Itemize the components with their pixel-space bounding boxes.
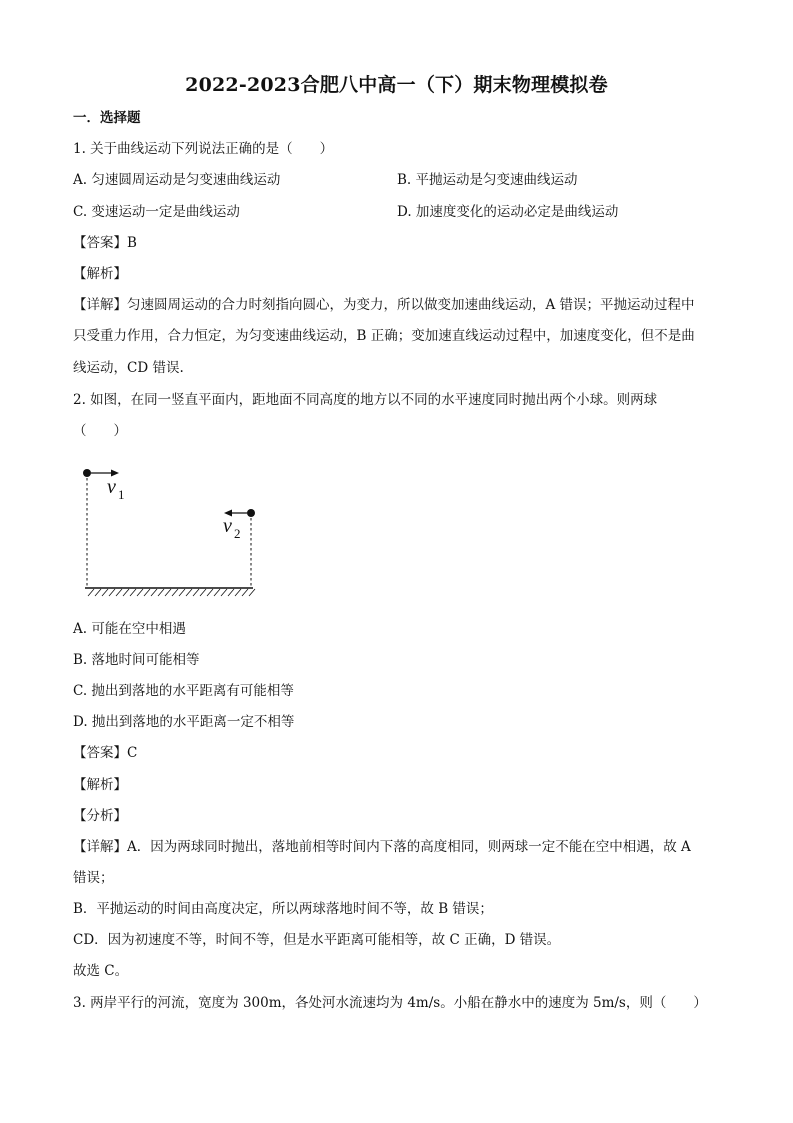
q2-stem-line-1: 2. 如图，在同一竖直平面内，距地面不同高度的地方以不同的水平速度同时抛出两个小球。则两球 (73, 392, 658, 408)
q1-answer: 【答案】B (73, 235, 137, 251)
q2-detail-line-1: 【详解】A．因为两球同时抛出，落地前相等时间内下落的高度相同，则两球一定不能在空中相遇，故 A (73, 839, 691, 855)
q2-detail-line-2: 错误； (73, 870, 114, 886)
q1-option-b: B. 平抛运动是匀变速曲线运动 (397, 172, 578, 188)
q1-stem: 1. 关于曲线运动下列说法正确的是（ ） (73, 141, 334, 157)
q1-option-c: C. 变速运动一定是曲线运动 (73, 204, 240, 220)
q2-conclusion: 故选 C。 (73, 963, 129, 979)
q2-answer: 【答案】C (73, 745, 138, 761)
v2-label: v (223, 515, 232, 537)
v1-label: v (107, 476, 116, 498)
ball-1 (83, 469, 91, 477)
v1-subscript: 1 (118, 487, 125, 502)
ball-2 (247, 509, 255, 517)
section-heading: 一．选择题 (73, 110, 141, 126)
q2-option-a: A. 可能在空中相遇 (73, 621, 186, 637)
q2-detail-line-3: B．平抛运动的时间由高度决定，所以两球落地时间不等，故 B 错误； (73, 901, 493, 917)
v2-subscript: 2 (234, 526, 241, 541)
q1-detail-line-1: 【详解】匀速圆周运动的合力时刻指向圆心，为变力，所以做变加速曲线运动，A 错误；平抛运动过程中 (73, 297, 695, 313)
page-title: 2022-2023合肥八中高一（下）期末物理模拟卷 (185, 74, 608, 96)
ground-hatch (88, 589, 255, 596)
q1-option-a: A. 匀速圆周运动是匀变速曲线运动 (73, 172, 281, 188)
q2-option-c: C. 抛出到落地的水平距离有可能相等 (73, 683, 294, 699)
q2-analysis-label: 【解析】 (73, 777, 127, 793)
projectile-diagram (70, 455, 270, 605)
q1-detail-line-2: 只受重力作用，合力恒定，为匀变速曲线运动，B 正确；变加速直线运动过程中，加速度变化，但不是曲 (73, 328, 695, 344)
q2-stem-line-2: （ ） (73, 423, 127, 439)
q2-option-b: B. 落地时间可能相等 (73, 652, 200, 668)
q1-analysis-label: 【解析】 (73, 266, 127, 282)
q2-option-d: D. 抛出到落地的水平距离一定不相等 (73, 714, 295, 730)
q3-stem: 3. 两岸平行的河流，宽度为 300m，各处河水流速均为 4m/s。小船在静水中的速度为 5m/s，则（ ） (73, 995, 707, 1011)
q1-detail-line-3: 线运动，CD 错误. (73, 360, 184, 376)
q2-detail-line-4: CD．因为初速度不等，时间不等，但是水平距离可能相等，故 C 正确，D 错误。 (73, 932, 561, 948)
q2-fenxi-label: 【分析】 (73, 808, 127, 824)
q1-option-d: D. 加速度变化的运动必定是曲线运动 (397, 204, 619, 220)
